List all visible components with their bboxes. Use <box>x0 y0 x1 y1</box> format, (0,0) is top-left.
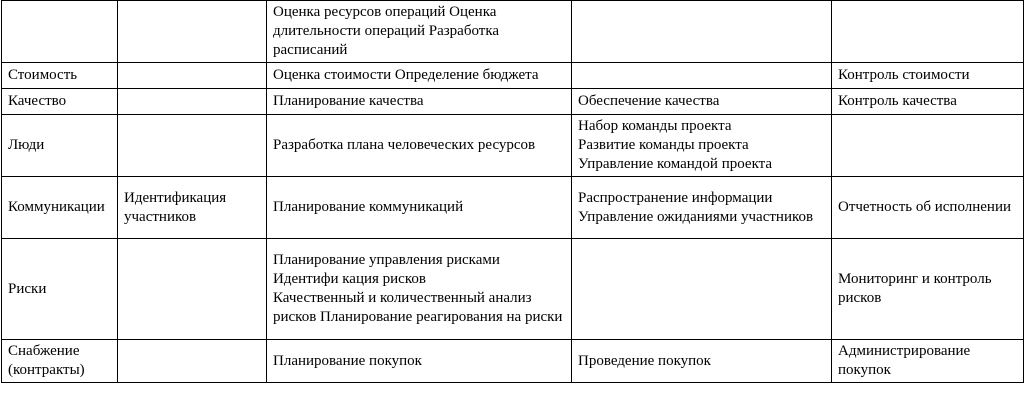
process-groups-table <box>1 0 1024 383</box>
table-row-risks <box>2 239 1024 340</box>
cell-area: Снабжение (контракты) <box>2 340 118 383</box>
cell-planning <box>267 115 572 177</box>
cell-area: Риски <box>2 239 118 340</box>
cell-execution <box>572 340 832 383</box>
planning-text: Планирование коммуникаций <box>273 199 464 215</box>
cell-monitoring: Мониторинг и контроль рисков <box>832 239 1024 340</box>
planning-text: Планирование управления рисками <box>273 252 500 268</box>
cell-initiation: Идентификация участников <box>118 177 267 239</box>
cell-monitoring <box>832 1 1024 63</box>
execution-text: Управление командой проекта <box>578 156 773 172</box>
execution-text: Проведение покупок <box>578 352 711 369</box>
planning-text: Идентифи кация рисков <box>273 271 426 287</box>
execution-text: Набор команды проекта <box>578 118 732 134</box>
table-row-quality <box>2 89 1024 115</box>
cell-initiation <box>118 1 267 63</box>
cell-monitoring: Администрирование покупок <box>832 340 1024 383</box>
cell-planning <box>267 1 572 63</box>
cell-area <box>2 1 118 63</box>
cell-planning <box>267 239 572 340</box>
cell-initiation <box>118 340 267 383</box>
table-row-cost <box>2 63 1024 89</box>
table-row-people <box>2 115 1024 177</box>
cell-initiation <box>118 63 267 89</box>
cell-planning <box>267 63 572 89</box>
cell-execution <box>572 89 832 115</box>
execution-text: Развитие команды проекта <box>578 137 749 153</box>
planning-text: Планирование качества <box>273 93 424 109</box>
cell-planning <box>267 340 572 383</box>
cell-area: Стоимость <box>2 63 118 89</box>
planning-text: Планирование покупок <box>273 352 422 369</box>
cell-execution <box>572 239 832 340</box>
execution-text: Распространение информации <box>578 189 773 206</box>
table-row-procurement <box>2 340 1024 383</box>
execution-text: Управление ожиданиями участников <box>578 208 814 225</box>
planning-text: Разработка плана человеческих ресурсов <box>273 137 536 153</box>
cell-initiation <box>118 89 267 115</box>
execution-text: Обеспечение качества <box>578 93 720 109</box>
cell-monitoring: Контроль стоимости <box>832 63 1024 89</box>
cell-monitoring: Контроль качества <box>832 89 1024 115</box>
cell-initiation <box>118 115 267 177</box>
cell-area: Коммуникации <box>2 177 118 239</box>
cell-execution <box>572 63 832 89</box>
cell-area: Качество <box>2 89 118 115</box>
table-row-time <box>2 1 1024 63</box>
cell-planning <box>267 89 572 115</box>
cell-execution <box>572 115 832 177</box>
cell-monitoring: Отчетность об исполнении <box>832 177 1024 239</box>
planning-text: Качественный и количественный анализ рисков Планирование реагирования на риски <box>273 290 563 325</box>
cell-initiation <box>118 239 267 340</box>
cell-execution <box>572 177 832 239</box>
planning-text: Оценка ресурсов операций Оценка длительности операций Разработка расписаний <box>273 4 500 58</box>
cell-planning <box>267 177 572 239</box>
cell-area: Люди <box>2 115 118 177</box>
cell-execution <box>572 1 832 63</box>
planning-text: Оценка стоимости Определение бюджета <box>273 67 539 83</box>
table-row-communications <box>2 177 1024 239</box>
cell-monitoring <box>832 115 1024 177</box>
